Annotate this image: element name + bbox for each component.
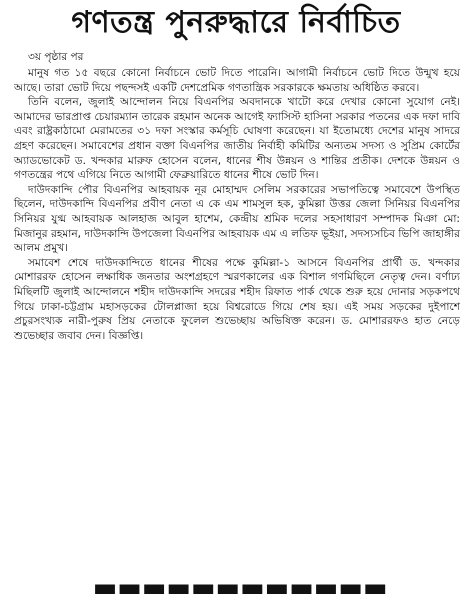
article-paragraph: দাউদকান্দি পৌর বিএনপির আহবায়ক নূর মোহাম্মদ সেলিম সরকারের সভাপতিত্বে সমাবেশে উপস্থিত ছিলেন, দাউদকান্দি বিএনপির প্রবীণ নেতা এ কে এম শামসুল হক, কুমিল্লা উত্তর জেলা সিনিয়র বিএনপির সিনিয়র যুগ্ম আহবায়ক আলহাজ আবুল হাশেম, কেন্দ্রীয় শ্রমিক দলের সহসাধারণ সম্পাদক মিঞা মো: মিজানুর রহমান, দাউদকান্দি উপজেলা বিএনপির আহবায়ক এম এ লতিফ ভূইয়া, সদস্যসচিব ভিপি জাহাঙ্গীর আলম প্রমুখ। <box>14 183 460 255</box>
article-body <box>14 66 460 343</box>
article-paragraph: তিনি বলেন, জুলাই আন্দোলন নিয়ে বিএনপির অবদানকে খাটো করে দেখার কোনো সুযোগ নেই। আমাদের ভারপ্রাপ্ত চেয়ারম্যান তারেক রহমান অনেক আগেই ফ্যাসিস্ট হাসিনা সরকার পতনের এক দফা দাবি এবং রাষ্ট্রকাঠামো মেরামতের ৩১ দফা সংস্কার কর্মসূচি ঘোষণা করেছেন। যা ইতোমধ্যে দেশের মানুষ সাদরে গ্রহণ করেছেন। সমাবেশের প্রধান বক্তা বিএনপির জাতীয় নির্বাহী কমিটির অন্যতম সদস্য ও সুপ্রিম কোর্টের অ্যাডভোকেট ড. খন্দকার মারুফ হোসেন বলেন, ধানের শীষ উন্নয়ন ও শান্তির প্রতীক। দেশকে উন্নয়ন ও গণতন্ত্রের পথে এগিয়ে নিতে আগামী ফেব্রুয়ারিতে ধানের শীষে ভোট দিন। <box>14 96 460 182</box>
article-paragraph: সমাবেশ শেষে দাউদকান্দিতে ধানের শীষের পক্ষে কুমিল্লা-১ আসনে বিএনপির প্রার্থী ড. খন্দকার মোশাররফ হোসেন লক্ষাধিক জনতার অংশগ্রহণে স্মরণকালের এক বিশাল গণমিছিলে নেতৃত্ব দেন। বর্ণাঢ্য মিছিলটি জুলাই আন্দোলনে শহীদ দাউদকান্দি সদরের শহীদ রিফাত পার্ক থেকে শুরু হয়ে দোনার সড়কপথে গিয়ে ঢাকা-চট্টগ্রাম মহাসড়কের টোলপ্লাজা হয়ে বিশ্বরোডে গিয়ে শেষ হয়। এই সময় সড়কের দুইপাশে প্রচুরসংখ্যক নারী-পুরুষ প্রিয় নেতাকে ফুলেল শুভেচ্ছায় অভিষিক্ত করেন। ড. মোশাররফও হাত নেড়ে শুভেচ্ছার জবাব দেন। বিজ্ঞপ্তি। <box>14 256 460 342</box>
cut-off-next-headline <box>0 573 472 603</box>
cut-off-headline-fragment: ▬▬▬▬▬▬▬▬▬▬▬▬ <box>92 573 388 603</box>
article-paragraph: মানুষ গত ১৫ বছরে কোনো নির্বাচনে ভোট দিতে পারেনি। আগামী নির্বাচনে ভোট দিতে উন্মুখ হয়ে আছে। তারা ভোট দিয়ে পছন্দসই একটি দেশপ্রেমিক গণতান্ত্রিক সরকারকে ক্ষমতায় অধিষ্ঠিত করবে। <box>14 67 460 94</box>
continued-from-label: ৩য় পৃষ্ঠার পর <box>28 51 84 63</box>
headline: গণতন্ত্র পুনরুদ্ধারে নির্বাচিত <box>71 5 401 40</box>
